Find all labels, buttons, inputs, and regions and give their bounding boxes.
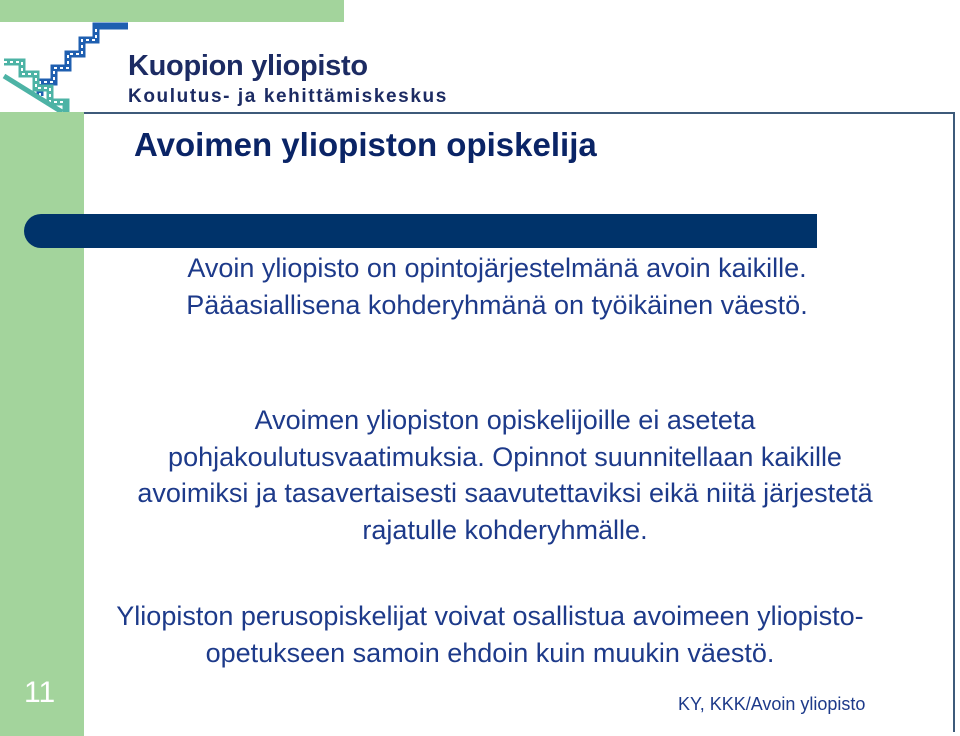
paragraph-degree-students: Yliopiston perusopiskelijat voivat osallistua avoimeen yliopisto-opetukseen samoin ehdoin kuin muukin väestö.: [116, 601, 864, 668]
footer-note: KY, KKK/Avoin yliopisto: [678, 694, 866, 714]
slide-title: Avoimen yliopiston opiskelija: [134, 126, 597, 163]
logo-name: Kuopion yliopisto: [128, 50, 368, 82]
title-divider-bar: [24, 214, 817, 248]
logo-subtitle: Koulutus- ja kehittämiskeskus: [128, 86, 448, 107]
paragraph-requirements: Avoimen yliopiston opiskelijoille ei aseteta pohjakoulutusvaatimuksia. Opinnot suunnitellaan kaikille avoimiksi ja tasavertaisesti saavutettaviksi eikä niitä järjestetä rajatulle kohderyhmälle.: [137, 405, 873, 545]
page-number: 11: [24, 676, 56, 709]
stairs-logo-icon: [0, 18, 130, 112]
side-accent-band: [0, 112, 84, 736]
paragraph-target-group: Avoin yliopisto on opintojärjestelmänä avoin kaikille. Pääasiallisena kohderyhmänä on työikäinen väestö.: [186, 253, 808, 320]
